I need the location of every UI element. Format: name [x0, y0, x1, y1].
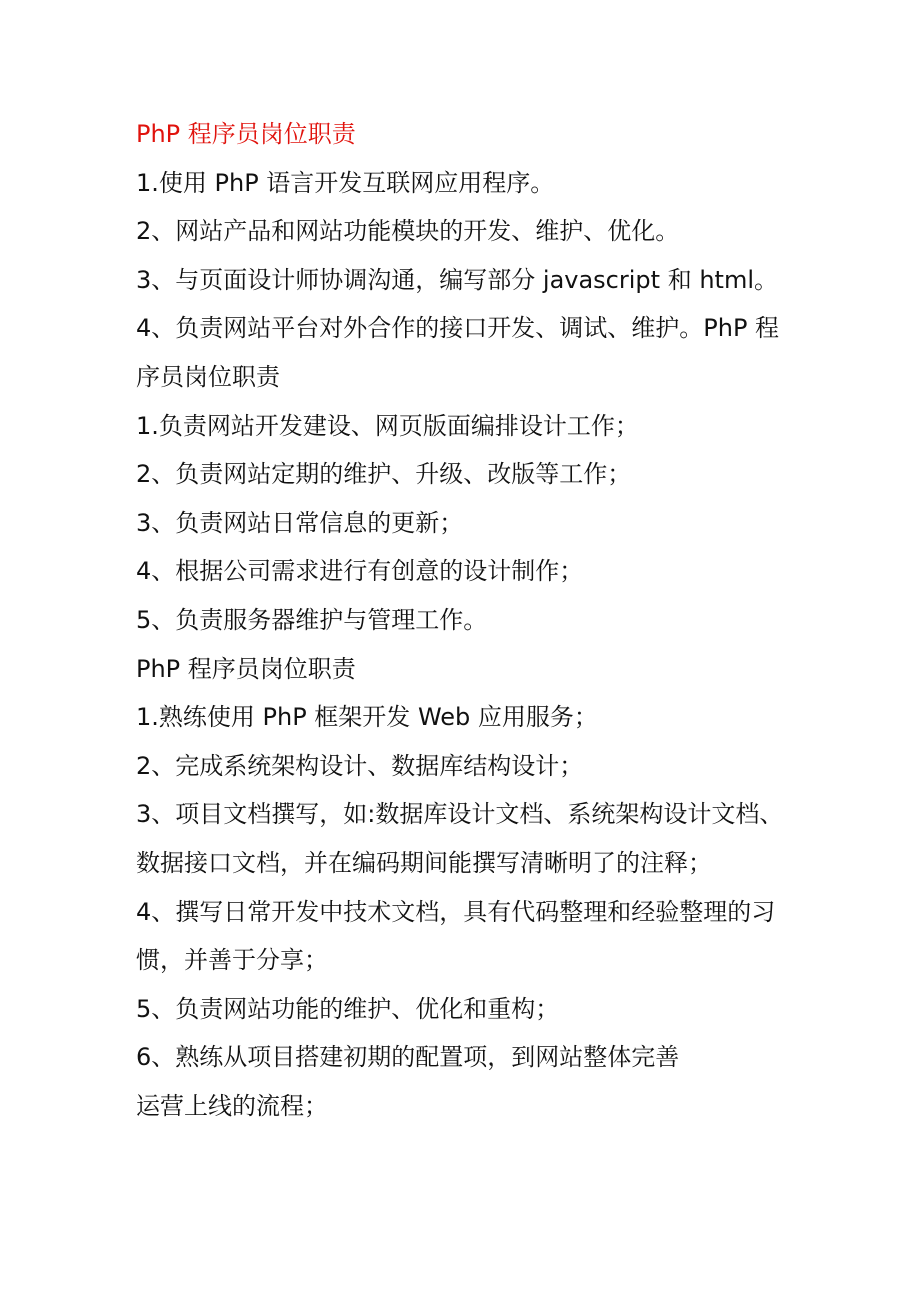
text-line: 4、根据公司需求进行有创意的设计制作；: [136, 557, 584, 586]
text-line: 数据接口文档，并在编码期间能撰写清晰明了的注释；: [136, 848, 712, 877]
text-line: 2、负责网站定期的维护、升级、改版等工作；: [136, 460, 632, 489]
document-body: [136, 110, 796, 1130]
text-line: 3、与页面设计师协调沟通，编写部分 javascript 和 html。: [136, 265, 778, 294]
text-line: 1.熟练使用 PhP 框架开发 Web 应用服务；: [136, 703, 598, 732]
text-line: 序员岗位职责: [136, 362, 280, 391]
text-line: 3、负责网站日常信息的更新；: [136, 508, 464, 537]
text-line: 运营上线的流程；: [136, 1091, 328, 1120]
text-line: PhP 程序员岗位职责: [136, 654, 356, 683]
text-line: 2、完成系统架构设计、数据库结构设计；: [136, 751, 584, 780]
text-line: 惯，并善于分享；: [136, 946, 328, 975]
text-line: 5、负责网站功能的维护、优化和重构；: [136, 994, 560, 1023]
document-title: PhP 程序员岗位职责: [136, 120, 356, 148]
text-line: 1.使用 PhP 语言开发互联网应用程序。: [136, 168, 555, 197]
text-line: 3、项目文档撰写，如:数据库设计文档、系统架构设计文档、: [136, 800, 784, 829]
text-line: 2、网站产品和网站功能模块的开发、维护、优化。: [136, 217, 680, 246]
text-line: 4、负责网站平台对外合作的接口开发、调试、维护。PhP 程: [136, 314, 780, 343]
text-line: 4、撰写日常开发中技术文档，具有代码整理和经验整理的习: [136, 897, 776, 926]
text-line: 6、熟练从项目搭建初期的配置项，到网站整体完善: [136, 1043, 680, 1072]
text-line: 1.负责网站开发建设、网页版面编排设计工作；: [136, 411, 639, 440]
text-line: 5、负责服务器维护与管理工作。: [136, 605, 488, 634]
